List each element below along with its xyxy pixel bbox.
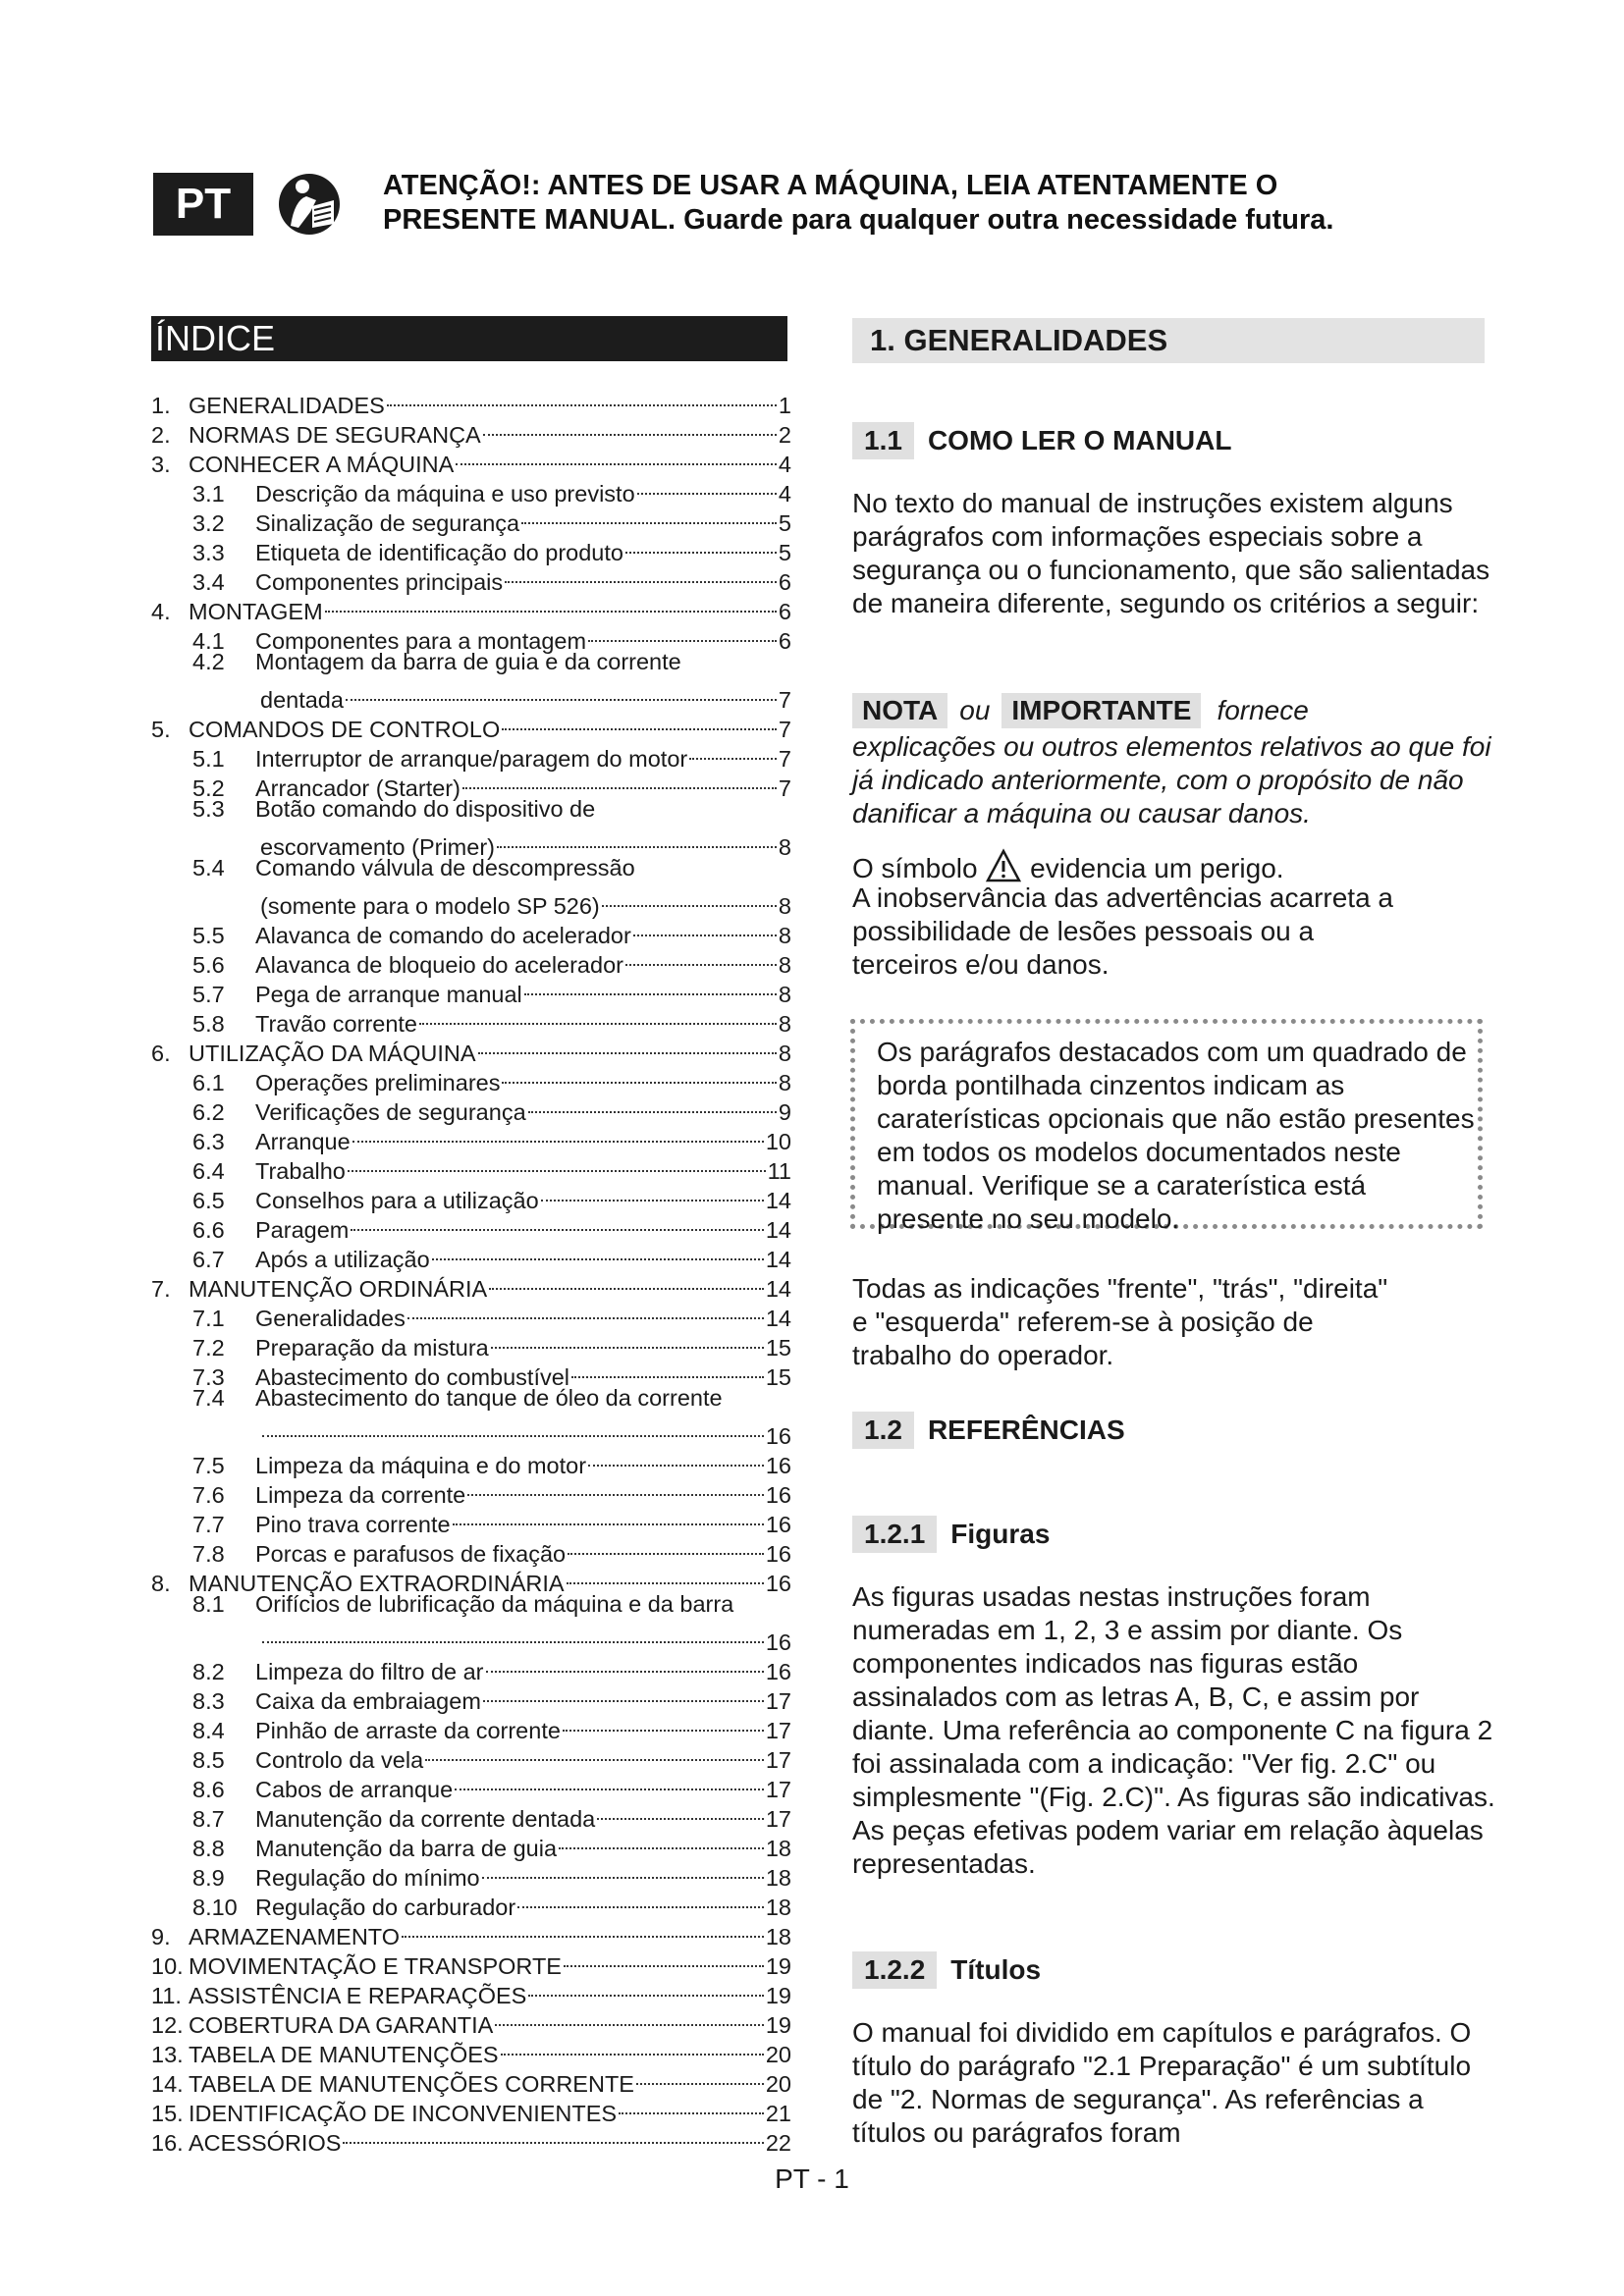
toc-entry-page: 15 (765, 1364, 791, 1390)
toc-entry-number: 5.6 (192, 952, 225, 978)
important-label: IMPORTANTE (1001, 693, 1201, 728)
toc-entry-page: 7 (778, 717, 791, 742)
toc-entry-page: 7 (778, 687, 791, 713)
toc-entry-page: 4 (778, 452, 791, 477)
toc-entry-page: 18 (765, 1836, 791, 1861)
toc-entry-number: 3. (151, 452, 171, 477)
toc-entry-page: 1 (778, 393, 791, 418)
toc-entry (151, 1354, 791, 1390)
toc-dot-leader (352, 1111, 764, 1143)
toc-entry-page: 18 (765, 1895, 791, 1920)
toc-entry-title: MONTAGEM (189, 599, 323, 624)
toc-entry-title: Arranque (255, 1129, 351, 1154)
toc-dot-leader (453, 1494, 764, 1525)
toc-entry-title: Abastecimento do combustível (255, 1364, 570, 1390)
toc-dot-leader (495, 1995, 764, 2026)
toc-entry-page: 20 (765, 2071, 791, 2097)
toc-dot-leader (348, 1141, 766, 1172)
toc-entry-title: Caixa da embraiagem (255, 1688, 481, 1714)
toc-entry-number: 8.9 (192, 1865, 225, 1891)
toc-dot-leader (489, 1258, 764, 1290)
toc-entry-title: CONHECER A MÁQUINA (189, 452, 455, 477)
toc-dot-leader (425, 1730, 764, 1761)
toc-entry-number: 16. (151, 2130, 184, 2156)
toc-entry-page: 7 (778, 775, 791, 801)
toc-entry-title: Controlo da vela (255, 1747, 424, 1773)
toc-dot-leader (501, 2024, 764, 2056)
toc-entry-page: 14 (765, 1306, 791, 1331)
toc-entry (151, 824, 791, 860)
toc-dot-leader (351, 1200, 764, 1231)
toc-entry-title: ARMAZENAMENTO (189, 1924, 400, 1949)
toc-entry-page: 10 (765, 1129, 791, 1154)
toc-entry-page: 16 (765, 1571, 791, 1596)
toc-entry-page: 15 (765, 1335, 791, 1361)
subsection-number: 1.2.1 (852, 1516, 937, 1553)
toc-entry-page: 19 (765, 1953, 791, 1979)
toc-entry (151, 1560, 791, 1596)
toc-entry-title: Arrancador (Starter) (255, 775, 460, 801)
toc-entry-number: 7.6 (192, 1482, 225, 1508)
toc-entry-page: 21 (765, 2101, 791, 2126)
toc-entry-number: 8.10 (192, 1895, 238, 1920)
subsection-number: 1.2 (852, 1412, 914, 1449)
toc-entry-page: 18 (765, 1924, 791, 1949)
toc-entry-page: 16 (765, 1541, 791, 1567)
toc-dot-leader (689, 728, 777, 760)
note-paragraph: explicações ou outros elementos relativos ao que foi já indicado anteriormente, com o propósito de não danificar a máquina ou causar danos. (852, 731, 1491, 828)
toc-entry-number: 7.5 (192, 1453, 225, 1478)
toc-entry-title: Manutenção da barra de guia (255, 1836, 558, 1861)
toc-dot-leader (455, 1759, 764, 1790)
toc-entry-number: 3.4 (192, 569, 225, 595)
toc-dot-leader (625, 934, 777, 966)
index-title: ÍNDICE (151, 316, 787, 361)
toc-entry-number: 4.1 (192, 628, 225, 654)
toc-entry-page: 7 (778, 746, 791, 772)
toc-entry (151, 765, 791, 801)
toc-entry-number: 12. (151, 2012, 184, 2038)
toc-entry-page: 16 (765, 1423, 791, 1449)
note-label: NOTA (852, 693, 947, 728)
toc-entry-title: Limpeza do filtro de ar (255, 1659, 484, 1684)
toc-entry-number: 15. (151, 2101, 184, 2126)
toc-entry-page: 19 (765, 1983, 791, 2008)
toc-dot-leader (625, 522, 777, 554)
toc-dot-leader (528, 1965, 764, 1997)
toc-entry-title: COMANDOS DE CONTROLO (189, 717, 501, 742)
toc-entry-number: 7.4 (192, 1385, 225, 1411)
toc-entry-number: 4.2 (192, 649, 225, 674)
toc-dot-leader (462, 758, 777, 789)
figures-paragraph: As figuras usadas nestas instruções foram numeradas em 1, 2, 3 e assim por diante. Os componentes indicados nas figuras estão assinalados com as letras A, B, C, e assim por diante. Uma referência ao componente C na figura 2 foi assinalada com a indicação: "Ver fig. 2.C" ou simplesmente "(Fig. 2.C)". As figuras são indicativas. As peças efetivas podem variar em relação àquelas representadas. (852, 1581, 1495, 1879)
toc-entry-page: 16 (765, 1453, 791, 1478)
toc-dot-leader (502, 1052, 776, 1084)
toc-entry-number: 8.7 (192, 1806, 225, 1832)
toc-entry-page: 17 (765, 1806, 791, 1832)
toc-entry-title: Cabos de arranque (255, 1777, 454, 1802)
toc-entry-number: 6.2 (192, 1099, 225, 1125)
toc-entry-number: 8.4 (192, 1718, 225, 1743)
toc-entry-number: 6.6 (192, 1217, 225, 1243)
toc-entry-title: Comando válvula de descompressão (255, 855, 635, 881)
toc-entry-number: 13. (151, 2042, 184, 2067)
toc-entry-title: Descrição da máquina e uso previsto (255, 481, 635, 507)
toc-entry-page: 22 (765, 2130, 791, 2156)
subsection-label: COMO LER O MANUAL (927, 425, 1232, 455)
toc-entry-page: 8 (778, 834, 791, 860)
toc-entry-title: Trabalho (255, 1158, 346, 1184)
toc-entry-title: Alavanca de bloqueio do acelerador (255, 952, 623, 978)
or-text: ou (959, 695, 991, 725)
language-badge: PT (153, 173, 253, 236)
toc-entry-page: 16 (765, 1659, 791, 1684)
toc-entry-number: 1. (151, 393, 171, 418)
section-title: 1. GENERALIDADES (852, 318, 1485, 363)
toc-entry-page: 5 (778, 510, 791, 536)
subsection-label: Títulos (950, 1954, 1042, 1985)
toc-entry-number: 3.2 (192, 510, 225, 536)
toc-dot-leader (483, 404, 777, 436)
toc-dot-leader (637, 463, 777, 495)
toc-dot-leader (467, 1465, 764, 1496)
toc-dot-leader (588, 611, 777, 642)
toc-dot-leader (483, 1671, 764, 1702)
table-of-contents (151, 382, 791, 2156)
toc-entry-title: Montagem da barra de guia e da corrente (255, 649, 681, 674)
toc-entry-page: 6 (778, 569, 791, 595)
toc-entry-title: Componentes principais (255, 569, 504, 595)
toc-entry-number: 11. (151, 1983, 182, 2008)
toc-dot-leader (419, 993, 777, 1025)
toc-dot-leader (402, 1906, 764, 1938)
toc-dot-leader (563, 1700, 764, 1732)
toc-entry-title: dentada (260, 687, 344, 713)
toc-entry-title: Alavanca de comando do acelerador (255, 923, 631, 948)
toc-entry-number: 7. (151, 1276, 171, 1302)
toc-entry-number: 6.7 (192, 1247, 225, 1272)
toc-dot-leader (325, 581, 777, 613)
toc-dot-leader (387, 375, 777, 406)
toc-entry-number: 7.1 (192, 1306, 225, 1331)
toc-entry-title: COBERTURA DA GARANTIA (189, 2012, 494, 2038)
toc-entry-title: escorvamento (Primer) (260, 834, 495, 860)
toc-entry-title: UTILIZAÇÃO DA MÁQUINA (189, 1041, 476, 1066)
toc-dot-leader (559, 1818, 764, 1849)
toc-dot-leader (482, 1847, 764, 1879)
subsection-1-1-heading (852, 422, 1231, 459)
toc-entry-title: TABELA DE MANUTENÇÕES CORRENTE (189, 2071, 634, 2097)
toc-entry-number: 6.4 (192, 1158, 225, 1184)
toc-dot-leader (478, 1023, 777, 1054)
toc-entry-title: MOVIMENTAÇÃO E TRANSPORTE (189, 1953, 562, 1979)
toc-dot-leader (636, 2054, 764, 2085)
toc-entry-number: 5.4 (192, 855, 225, 881)
toc-entry-number: 2. (151, 422, 171, 448)
warning-triangle-icon (985, 848, 1022, 883)
toc-entry-page: 14 (765, 1247, 791, 1272)
subsection-1-2-2-heading (852, 1951, 1041, 1989)
optional-feature-box (850, 1019, 1483, 1234)
toc-dot-leader (517, 1877, 764, 1908)
toc-entry-page: 11 (767, 1158, 791, 1184)
toc-entry-number: 6.1 (192, 1070, 225, 1095)
toc-entry-number: 9. (151, 1924, 171, 1949)
symbol-text-after: evidencia um perigo. (1030, 853, 1284, 883)
toc-entry-title: Interruptor de arranque/paragem do motor (255, 746, 688, 772)
toc-entry-number: 5.5 (192, 923, 225, 948)
note-legend-line (852, 693, 1309, 728)
toc-dot-leader (588, 1435, 764, 1467)
toc-entry-title: Sinalização de segurança (255, 510, 520, 536)
toc-entry-number: 5. (151, 717, 171, 742)
subsection-1-2-heading (852, 1412, 1125, 1449)
toc-entry-number: 8.8 (192, 1836, 225, 1861)
toc-entry-title: Porcas e parafusos de fixação (255, 1541, 567, 1567)
toc-entry-number: 8.1 (192, 1591, 225, 1617)
toc-entry-number: 7.8 (192, 1541, 225, 1567)
toc-entry (151, 617, 791, 654)
symbol-text-before: O símbolo (852, 853, 978, 883)
warning-line-1: ATENÇÃO!: ANTES DE USAR A MÁQUINA, LEIA ATENTAMENTE O (383, 170, 1278, 201)
subsection-label: Figuras (950, 1519, 1051, 1549)
toc-entry-number: 7.7 (192, 1512, 225, 1537)
toc-entry-title: Conselhos para a utilização (255, 1188, 539, 1213)
toc-entry-page: 8 (778, 1070, 791, 1095)
toc-dot-leader (346, 669, 777, 701)
toc-entry-title: Após a utilização (255, 1247, 430, 1272)
toc-dot-leader (528, 1082, 777, 1113)
toc-entry-number: 3.1 (192, 481, 225, 507)
toc-entry-number: 4. (151, 599, 171, 624)
toc-entry-page: 17 (765, 1718, 791, 1743)
read-manual-icon (277, 167, 342, 238)
toc-entry-number: 8.6 (192, 1777, 225, 1802)
page-number: PT - 1 (775, 2163, 849, 2194)
toc-entry-page: 8 (778, 923, 791, 948)
optional-feature-text: Os parágrafos destacados com um quadrado de borda pontilhada cinzentos indicam as caraterísticas opcionais que não estão presentes em todos os modelos documentados neste manual. Verifique se a caraterística está presente no seu modelo. (877, 1037, 1475, 1234)
toc-dot-leader (491, 1317, 764, 1349)
toc-dot-leader (456, 434, 777, 465)
toc-entry-page: 18 (765, 1865, 791, 1891)
toc-entry-number: 3.3 (192, 540, 225, 565)
titles-paragraph: O manual foi dividido em capítulos e parágrafos. O título do parágrafo "2.1 Preparação" é um subtítulo de "2. Normas de segurança". As referências a títulos ou parágrafos foram (852, 2017, 1472, 2148)
toc-dot-leader (564, 1936, 764, 1967)
toc-entry-page: 17 (765, 1747, 791, 1773)
toc-dot-leader (505, 552, 777, 583)
toc-entry-page: 16 (765, 1512, 791, 1537)
toc-entry-page: 14 (765, 1276, 791, 1302)
toc-entry-number: 7.3 (192, 1364, 225, 1390)
toc-entry-title: Componentes para a montagem (255, 628, 587, 654)
provides-text: fornece (1217, 695, 1309, 725)
toc-dot-leader (497, 817, 777, 848)
toc-entry-page: 20 (765, 2042, 791, 2067)
toc-entry-page: 2 (778, 422, 791, 448)
toc-dot-leader (571, 1347, 764, 1378)
toc-entry-title: Orifícios de lubrificação da máquina e da barra (255, 1591, 734, 1617)
toc-entry-page: 5 (778, 540, 791, 565)
subsection-number: 1.2.2 (852, 1951, 937, 1989)
toc-entry-title: MANUTENÇÃO ORDINÁRIA (189, 1276, 488, 1302)
toc-entry-number: 6. (151, 1041, 171, 1066)
toc-entry-number: 5.2 (192, 775, 225, 801)
toc-entry-title: Manutenção da corrente dentada (255, 1806, 596, 1832)
toc-entry-page: 17 (765, 1688, 791, 1714)
toc-dot-leader (524, 964, 777, 995)
toc-entry-title: ASSISTÊNCIA E REPARAÇÕES (189, 1983, 527, 2008)
toc-dot-leader (568, 1523, 764, 1555)
toc-dot-leader (343, 2112, 763, 2144)
toc-entry-title: Preparação da mistura (255, 1335, 489, 1361)
toc-entry-number: 5.3 (192, 796, 225, 822)
toc-entry-number: 5.1 (192, 746, 225, 772)
toc-entry-page: 6 (778, 628, 791, 654)
warning-line-2: PRESENTE MANUAL. Guarde para qualquer outra necessidade futura. (383, 204, 1334, 236)
toc-entry-page: 6 (778, 599, 791, 624)
toc-entry-page: 9 (778, 1099, 791, 1125)
toc-entry-page: 8 (778, 893, 791, 919)
toc-entry-number: 8.3 (192, 1688, 225, 1714)
toc-entry-title: Travão corrente (255, 1011, 418, 1037)
subsection-1-2-1-heading (852, 1516, 1050, 1553)
toc-dot-leader (541, 1170, 764, 1201)
toc-entry-page: 14 (765, 1217, 791, 1243)
toc-entry-number: 5.7 (192, 982, 225, 1007)
toc-entry-page: 4 (778, 481, 791, 507)
toc-entry-title: Verificações de segurança (255, 1099, 526, 1125)
toc-entry-title: Limpeza da máquina e do motor (255, 1453, 587, 1478)
toc-entry-title: Abastecimento do tanque de óleo da corrente (255, 1385, 723, 1411)
intro-paragraph: No texto do manual de instruções existem alguns parágrafos com informações especiais sobre a segurança ou o funcionamento, que são salientadas de maneira diferente, segundo os critérios a seguir: (852, 488, 1490, 618)
toc-entry-title: GENERALIDADES (189, 393, 385, 418)
toc-entry-title: Pino trava corrente (255, 1512, 451, 1537)
toc-entry-page: 16 (765, 1629, 791, 1655)
toc-dot-leader (432, 1229, 764, 1260)
danger-paragraph: A inobservância das advertências acarreta a possibilidade de lesões pessoais ou a terceiros e/ou danos. (852, 882, 1393, 980)
toc-entry-page: 8 (778, 982, 791, 1007)
toc-entry-title: Regulação do mínimo (255, 1865, 480, 1891)
toc-entry-number: 8.5 (192, 1747, 225, 1773)
symbol-line (852, 848, 1500, 885)
toc-dot-leader (262, 1406, 764, 1437)
toc-entry-title: Generalidades (255, 1306, 406, 1331)
toc-entry-number: 7.2 (192, 1335, 225, 1361)
toc-entry-number: 6.5 (192, 1188, 225, 1213)
toc-entry-title: Pega de arranque manual (255, 982, 522, 1007)
toc-entry-number: 8.2 (192, 1659, 225, 1684)
toc-entry-page: 8 (778, 1041, 791, 1066)
toc-entry-number: 14. (151, 2071, 184, 2097)
toc-entry-title: TABELA DE MANUTENÇÕES (189, 2042, 499, 2067)
toc-entry-title: Botão comando do dispositivo de (255, 796, 596, 822)
toc-dot-leader (486, 1641, 764, 1673)
toc-dot-leader (262, 1612, 764, 1643)
toc-entry-title: Etiqueta de identificação do produto (255, 540, 623, 565)
toc-entry-number: 10. (151, 1953, 184, 1979)
toc-entry-title: Pinhão de arraste da corrente (255, 1718, 561, 1743)
toc-dot-leader (602, 876, 777, 907)
subsection-label: REFERÊNCIAS (927, 1415, 1125, 1445)
toc-entry-title: Paragem (255, 1217, 350, 1243)
toc-dot-leader (633, 905, 777, 936)
toc-entry-title: Regulação do carburador (255, 1895, 516, 1920)
toc-entry-page: 17 (765, 1777, 791, 1802)
toc-entry-title: IDENTIFICAÇÃO DE INCONVENIENTES (189, 2101, 618, 2126)
toc-entry-title: Operações preliminares (255, 1070, 501, 1095)
warning-heading (383, 169, 1463, 238)
toc-entry-title: ACESSÓRIOS (189, 2130, 342, 2156)
toc-entry-title: (somente para o modelo SP 526) (260, 893, 600, 919)
toc-entry-page: 8 (778, 1011, 791, 1037)
toc-dot-leader (619, 2083, 764, 2114)
toc-entry-title: NORMAS DE SEGURANÇA (189, 422, 481, 448)
subsection-number: 1.1 (852, 422, 914, 459)
directions-paragraph: Todas as indicações "frente", "trás", "direita" e "esquerda" referem-se à posição de trabalho do operador. (852, 1273, 1388, 1370)
toc-entry-page: 16 (765, 1482, 791, 1508)
toc-dot-leader (567, 1553, 764, 1584)
toc-entry-number: 6.3 (192, 1129, 225, 1154)
toc-entry-page: 19 (765, 2012, 791, 2038)
toc-entry-title: MANUTENÇÃO EXTRAORDINÁRIA (189, 1571, 565, 1596)
toc-dot-leader (407, 1288, 764, 1319)
toc-entry-page: 14 (765, 1188, 791, 1213)
toc-entry-number: 5.8 (192, 1011, 225, 1037)
toc-dot-leader (597, 1789, 764, 1820)
toc-entry-page: 8 (778, 952, 791, 978)
toc-dot-leader (502, 699, 777, 730)
toc-entry (151, 2119, 791, 2156)
toc-entry-number: 8. (151, 1571, 171, 1596)
toc-dot-leader (521, 493, 777, 524)
toc-entry-title: Limpeza da corrente (255, 1482, 466, 1508)
